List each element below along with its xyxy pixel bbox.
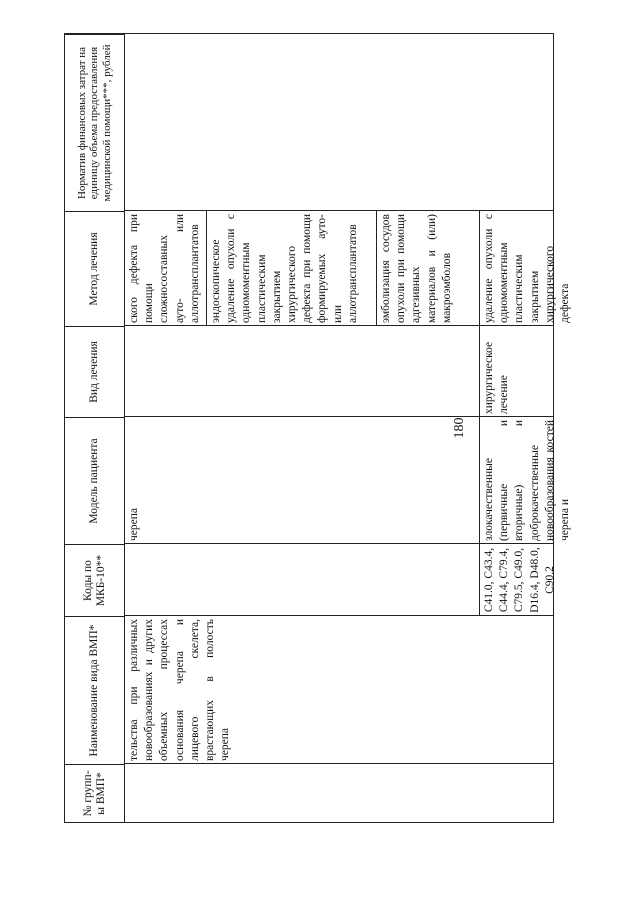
table-cell-vmp-name: тельства при различных новообразованиях и других объемных процессах основания черепа и лицевого скелета, врастающих в полость черепа: [128, 619, 232, 761]
header-treatment-type: Вид лечения: [65, 326, 125, 417]
header-vmp-name: Наименование вида ВМП*: [65, 616, 125, 764]
table-cell-patient-model: черепа: [128, 507, 140, 541]
table-cell-method: эндоскопическое удаление опухоли с одномоментным пластическим закрытием хирургического дефекта при помощи формируемых ауто- или аллотрансплантатов: [210, 214, 359, 323]
table-cell-method: ского дефекта при помощи сложносоставных ауто- или аллотрансплантатов: [128, 214, 201, 323]
header-patient-model: Модель пациента: [65, 417, 125, 544]
method-separator: [206, 211, 207, 326]
table-cell-icd-codes: C41.0, C43.4, C44.4, C79.4, C79.5, C49.0, D16.4, D48.0, C90.2: [483, 547, 556, 613]
header-icd-codes: Коды по МКБ-10**: [65, 544, 125, 616]
table-cell-method: эмболизация сосудов опухоли при помощи адгезивных материалов и (или) макроэмболов: [380, 214, 453, 323]
table-cell-method: удаление опухоли с одномоментным пластическим закрытием хирургического дефекта: [483, 214, 572, 323]
row-separator: [479, 211, 480, 616]
treatment-table: [64, 33, 572, 823]
header-treatment-method: Метод лечения: [65, 211, 125, 326]
header-financial-norm: Норматив финансовых затрат на единицу объема предоставления медицинской помощи***, рублей: [65, 34, 125, 211]
page-number: 180: [452, 417, 467, 439]
method-separator: [376, 211, 377, 326]
table-cell-treatment-type: хирургическое лечение: [483, 341, 511, 414]
table-cell-patient-model: злокачественные (первичные и вторичные) и доброкачественные новообразования костей черепа и: [483, 420, 572, 541]
header-group-number: № групп-ы ВМП*: [65, 764, 125, 822]
